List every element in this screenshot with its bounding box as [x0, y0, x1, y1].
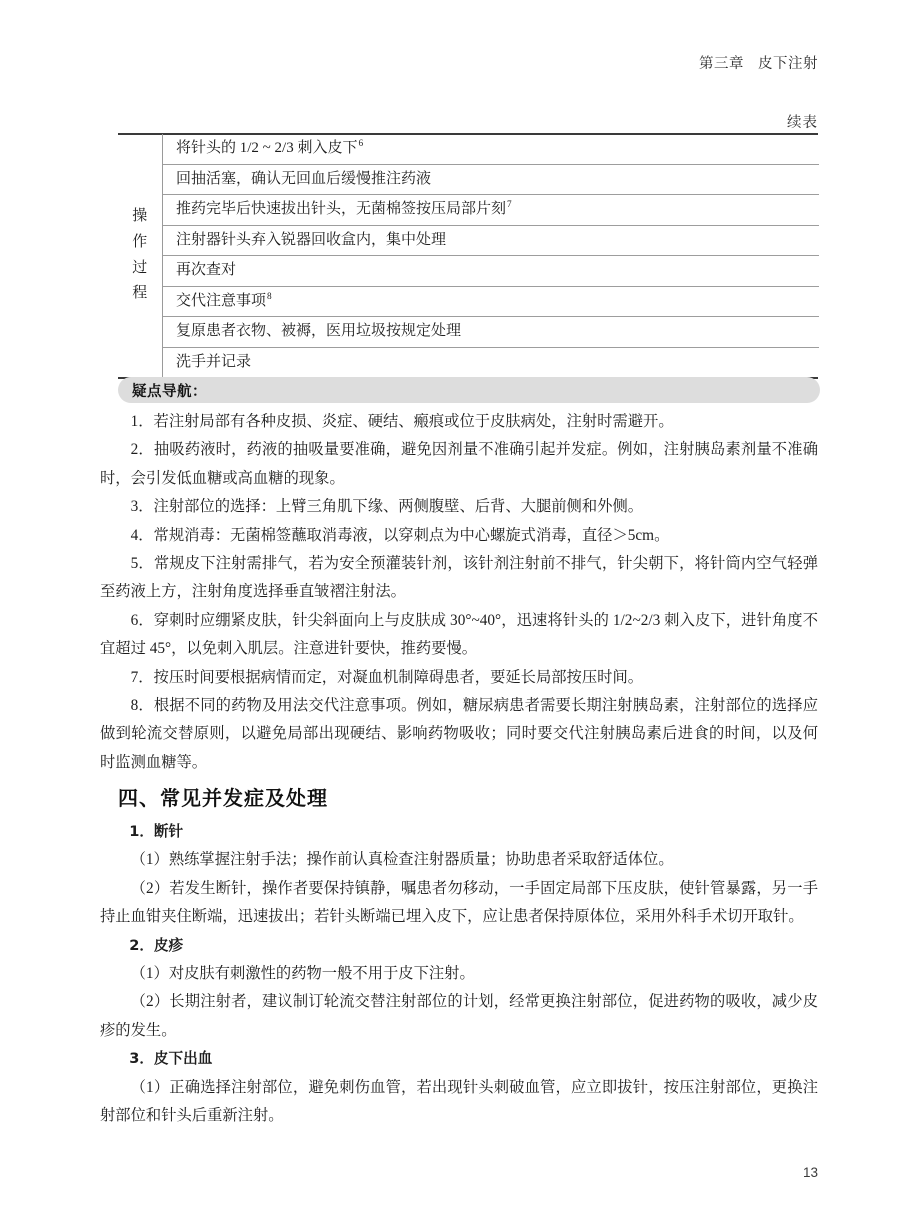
navigation-panel-items — [100, 408, 818, 777]
page-number: 13 — [802, 1165, 818, 1180]
table-row — [163, 195, 819, 226]
navigation-panel-title: 疑点导航： — [132, 383, 207, 400]
subsection-point: （1）熟练掌握注射手法；操作前认真检查注射器质量；协助患者采取舒适体位。 — [130, 851, 674, 869]
list-item: 5．常规皮下注射需排气，若为安全预灌装针剂，该针剂注射前不排气，针尖朝下，将针筒内空气轻弹至药液上方，注射角度选择垂直皱褶注射法。 — [100, 555, 818, 601]
table-row-label-char-4: 程 — [132, 285, 148, 302]
table-row-label — [118, 134, 163, 377]
step-text: 交代注意事项 — [176, 292, 267, 309]
navigation-panel-banner — [118, 377, 820, 403]
table-row-label-char-3: 过 — [132, 259, 148, 276]
step-note-marker: 7 — [507, 200, 512, 210]
list-item: 7．按压时间要根据病情而定，对凝血机制障碍患者，要延长局部按压时间。 — [130, 668, 644, 686]
step-note-marker — [446, 231, 447, 241]
table-row-label-char-1: 操 — [132, 207, 148, 224]
table-row — [163, 347, 819, 377]
table-row — [163, 286, 819, 317]
list-item: 2．抽吸药液时，药液的抽吸量要准确，避免因剂量不准确引起并发症。例如，注射胰岛素剂量不准确时，会引发低血糖或高血糖的现象。 — [100, 441, 818, 487]
step-text: 回抽活塞，确认无回血后缓慢推注药液 — [176, 170, 432, 187]
step-text: 洗手并记录 — [176, 353, 252, 370]
chapter-title: 皮下注射 — [758, 56, 818, 72]
list-item: 1．若注射局部有各种皮损、炎症、硬结、瘢痕或位于皮肤病处，注射时需避开。 — [130, 413, 674, 430]
step-text: 再次查对 — [176, 262, 237, 278]
step-note-marker: 6 — [358, 139, 364, 149]
step-note-marker — [461, 322, 462, 332]
step-cell — [163, 225, 819, 256]
step-cell — [163, 164, 819, 195]
step-note-marker — [236, 261, 237, 271]
step-text: 将针头的 1/2 ~ 2/3 刺入皮下 — [176, 140, 358, 156]
table-row — [163, 256, 819, 287]
step-text: 注射器针头弃入锐器回收盒内，集中处理 — [176, 231, 447, 248]
table-row — [163, 164, 819, 195]
section-heading: 四、常见并发症及处理 — [118, 786, 328, 810]
subsection-point: （2）若发生断针，操作者要保持镇静，嘱患者勿移动，一手固定局部下压皮肤，使针管暴露，另一手持止血钳夹住断端，迅速拔出；若针头断端已埋入皮下，应让患者保持原体位，采用外科手术切开取针。 — [100, 879, 818, 926]
step-cell — [163, 286, 819, 317]
running-head — [699, 52, 818, 73]
subsection-title: 3．皮下出血 — [129, 1050, 213, 1068]
step-cell — [163, 195, 819, 226]
step-cell — [163, 256, 819, 287]
table-steps-column — [163, 134, 820, 377]
steps-table — [163, 134, 819, 377]
list-item: 8．根据不同的药物及用法交代注意事项。例如，糖尿病患者需要长期注射胰岛素，注射部位的选择应做到轮流交替原则，以避免局部出现硬结、影响药物吸收；同时要交代注射胰岛素后进食的时间，以及何时监测血糖等。 — [100, 697, 818, 771]
table-row-label-char-2: 作 — [132, 233, 148, 250]
subsection-point: （2）长期注射者，建议制订轮流交替注射部位的计划，经常更换注射部位，促进药物的吸收，减少皮疹的发生。 — [100, 993, 818, 1039]
chapter-number: 第三章 — [699, 56, 744, 72]
subsection-title: 2．皮疹 — [129, 936, 184, 954]
step-cell — [163, 134, 819, 164]
step-cell — [163, 317, 819, 348]
subsection-title: 1．断针 — [129, 823, 184, 840]
list-item: 3．注射部位的选择：上臂三角肌下缘、两侧腹壁、后背、大腿前侧和外侧。 — [130, 498, 644, 516]
list-item: 4．常规消毒：无菌棉签蘸取消毒液，以穿刺点为中心螺旋式消毒，直径＞5cm。 — [130, 526, 670, 544]
list-item: 6．穿刺时应绷紧皮肤，针尖斜面向上与皮肤成 30°~40°，迅速将针头的 1/2~2/3 刺入皮下，进针角度不宜超过 45°，以免刺入肌层。注意进针要快，推药要慢。 — [100, 611, 818, 658]
subsection-point: （1）对皮肤有刺激性的药物一般不用于皮下注射。 — [130, 965, 475, 983]
table-row — [163, 134, 819, 164]
step-note-marker: 8 — [267, 291, 272, 302]
table-continued-caption: 续表 — [787, 115, 818, 131]
table-row — [163, 317, 819, 348]
step-note-marker — [431, 170, 432, 180]
step-text: 推药完毕后快速拔出针头，无菌棉签按压局部片刻 — [176, 201, 507, 217]
table-row — [163, 225, 819, 256]
step-cell — [163, 347, 819, 377]
procedure-table — [118, 134, 819, 377]
step-text: 复原患者衣物、被褥，医用垃圾按规定处理 — [176, 323, 462, 339]
step-note-marker — [251, 353, 252, 363]
complications-content — [100, 818, 818, 1130]
subsection-point: （1）正确选择注射部位，避免刺伤血管，若出现针头刺破血管，应立即拔针，按压注射部位，更换注射部位和针头后重新注射。 — [100, 1078, 818, 1125]
